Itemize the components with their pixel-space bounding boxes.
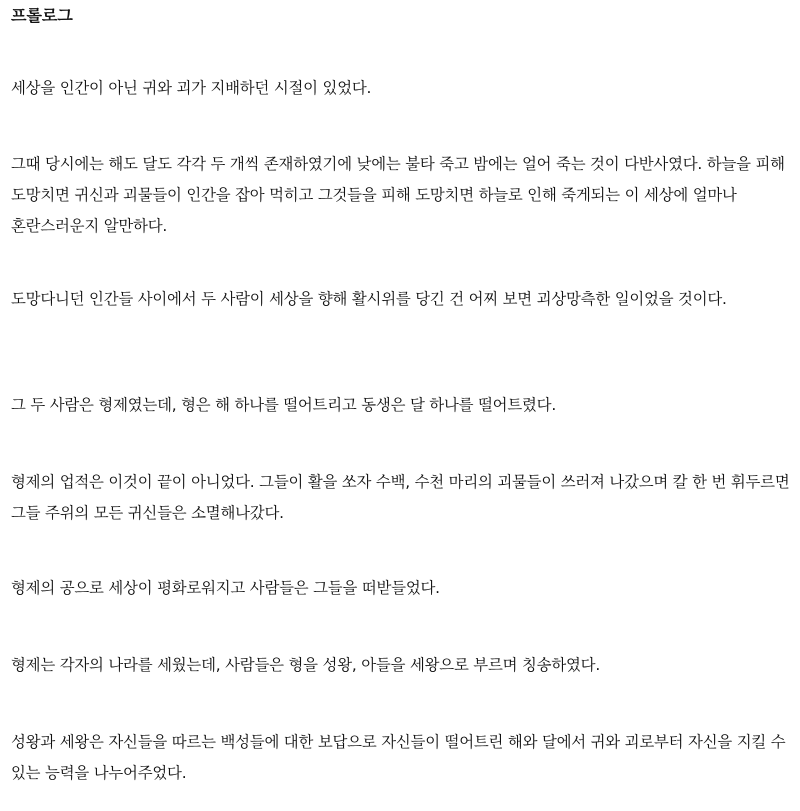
paragraph-6: 형제의 공으로 세상이 평화로워지고 사람들은 그들을 떠받들었다. <box>11 579 440 597</box>
paragraph-3: 도망다니던 인간들 사이에서 두 사람이 세상을 향해 활시위를 당긴 건 어찌 보면 괴상망측한 일이었을 것이다. <box>11 290 727 308</box>
page-title: 프롤로그 <box>11 6 73 25</box>
paragraph-7: 형제는 각자의 나라를 세웠는데, 사람들은 형을 성왕, 아들을 세왕으로 부르며 칭송하였다. <box>11 656 601 674</box>
paragraph-5: 형제의 업적은 이것이 끝이 아니었다. 그들이 활을 쏘자 수백, 수천 마리의 괴물들이 쓰러져 나갔으며 칼 한 번 휘두르면 그들 주위의 모든 귀신들은 소멸해나갔다. <box>11 473 790 522</box>
paragraph-1: 세상을 인간이 아닌 귀와 괴가 지배하던 시절이 있었다. <box>11 79 372 97</box>
paragraph-8: 성왕과 세왕은 자신들을 따르는 백성들에 대한 보답으로 자신들이 떨어트린 해와 달에서 귀와 괴로부터 자신을 지킬 수 있는 능력을 나누어주었다. <box>11 733 786 782</box>
paragraph-2: 그때 당시에는 해도 달도 각각 두 개씩 존재하였기에 낮에는 불타 죽고 밤에는 얼어 죽는 것이 다반사였다. 하늘을 피해 도망치면 귀신과 괴물들이 인간을 잡아 먹히고 그것들을 피해 도망치면 하늘로 인해 죽게되는 이 세상에 얼마나 혼란스러운지 알만하다. <box>11 155 785 235</box>
paragraph-4: 그 두 사람은 형제였는데, 형은 해 하나를 떨어트리고 동생은 달 하나를 떨어트렸다. <box>11 396 557 414</box>
